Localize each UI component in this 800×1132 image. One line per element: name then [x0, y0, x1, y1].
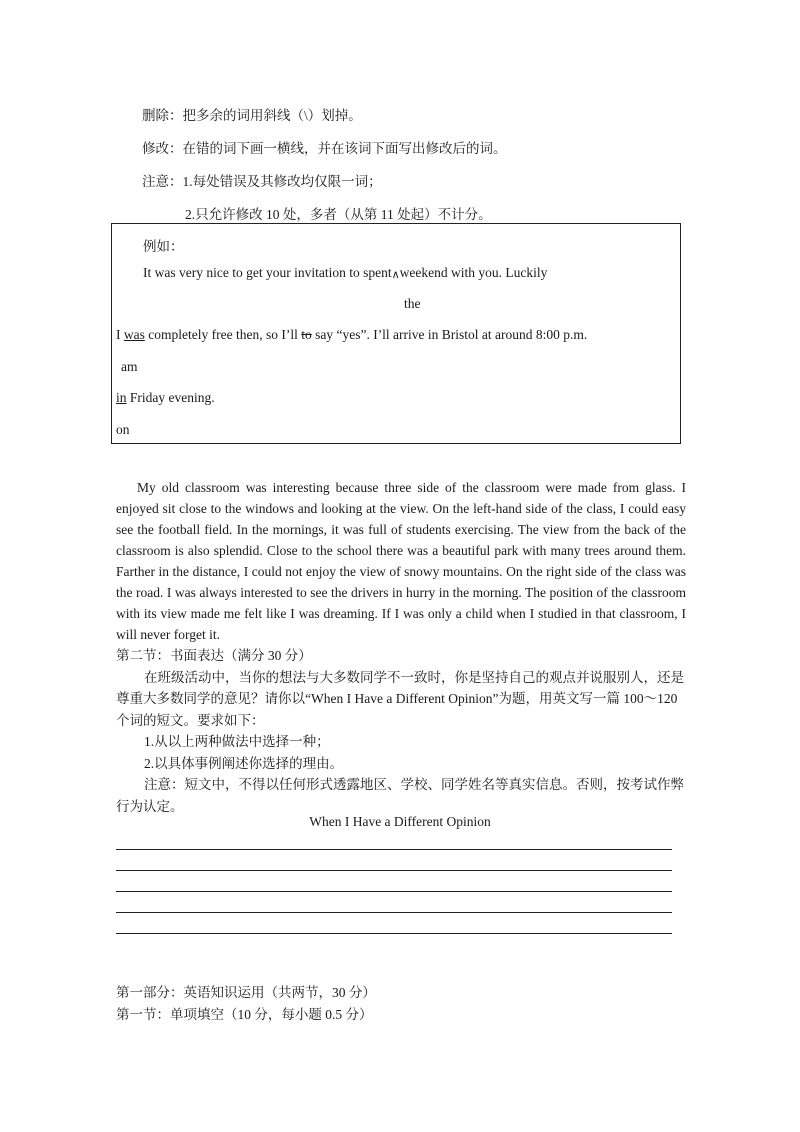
example-box	[111, 223, 681, 444]
writing-note: 注意：短文中，不得以任何形式透露地区、学校、同学姓名等真实信息。否则，按考试作弊行为认定。	[116, 777, 684, 814]
part1-heading: 第一部分：英语知识运用（共两节，30 分）	[116, 985, 376, 1000]
answer-line	[116, 933, 672, 934]
writing-title: When I Have a Different Opinion	[309, 814, 491, 829]
answer-line	[116, 912, 672, 913]
example-fix-am: am	[121, 359, 138, 374]
writing-req-2: 2.以具体事例阐述你选择的理由。	[144, 755, 344, 771]
example-line-3	[116, 390, 215, 406]
example-line-1	[143, 265, 547, 281]
example-insert-word: the	[404, 296, 421, 311]
writing-req-1: 1.从以上两种做法中选择一种；	[144, 734, 330, 749]
rule-modify: 修改：在错的词下画一横线，并在该词下面写出修改后的词。	[142, 141, 507, 156]
passage	[116, 477, 686, 645]
answer-line	[116, 891, 672, 892]
rule-delete: 删除：把多余的词用斜线（\）划掉。	[142, 108, 362, 123]
example-line-2	[116, 327, 587, 343]
answer-line	[116, 870, 672, 871]
example-line-2-text-a: I	[116, 327, 124, 342]
writing-prompt: 在班级活动中，当你的想法与大多数同学不一致时，你是坚持自己的观点并说服别人，还是尊重大多数同学的意见？请你以“When I Have a Different Opinion”为题，用英文写一篇 100～120 个词的短文。要求如下：	[116, 669, 684, 728]
underlined-word: was	[123, 327, 145, 342]
rule-note-1: 注意：1.每处错误及其修改均仅限一词；	[142, 174, 382, 189]
rule-note-2: 2.只允许修改 10 处，多者（从第 11 处起）不计分。	[185, 207, 492, 222]
example-label: 例如：	[143, 239, 184, 254]
struck-word: to	[301, 327, 312, 342]
passage-text: My old classroom was interesting because three side of the classroom were made from glass. I enjoyed sit close to the windows and looking at the view. On the left-hand side of the class, I could easy see the football field. In the mornings, it was full of students exercising. The view from the back of the classroom is also splendid. Close to the school there was a beautiful park with many trees around them. Farther in the distance, I could not enjoy the view of snowy mountains. On the right side of the class was the road. I was always interested to see the drivers in hurry in the morning. The position of the classroom with its view made me felt like I was dreaming. If I was only a child when I studied in that classroom, I will never forget it.	[116, 480, 686, 642]
part1-section1: 第一节：单项填空（10 分，每小题 0.5 分）	[116, 1007, 373, 1022]
example-line-3-text: Friday evening.	[126, 390, 215, 405]
answer-line	[116, 849, 672, 850]
example-fix-on: on	[116, 422, 130, 437]
example-line-1-text-b: weekend with you. Luckily	[399, 265, 548, 280]
example-line-2-text-b: completely free then, so I’ll	[144, 327, 302, 342]
underlined-word: in	[116, 390, 127, 405]
example-line-2-text-c: say “yes”. I’ll arrive in Bristol at around 8:00 p.m.	[311, 327, 588, 342]
writing-heading: 第二节：书面表达（满分 30 分）	[116, 648, 312, 663]
writing-section	[116, 645, 686, 817]
example-line-1-text-a: It was very nice to get your invitation to spent	[143, 265, 392, 280]
insert-caret-mark: ∧	[391, 269, 400, 281]
